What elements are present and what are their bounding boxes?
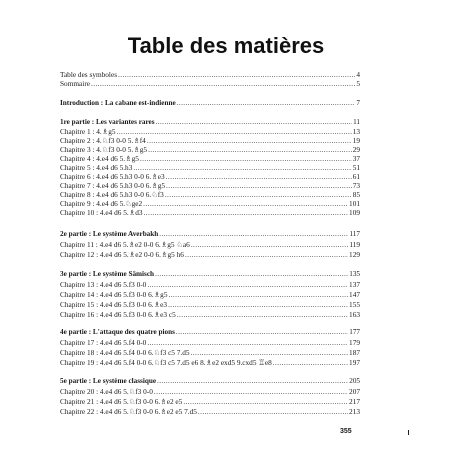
dot-leader xyxy=(159,230,348,239)
toc-entry-page: 61 xyxy=(352,172,360,181)
toc-entry-label: Chapitre 5 : 4.e4 d6 5.h3 xyxy=(60,163,133,172)
toc-entry xyxy=(60,397,360,406)
dot-leader xyxy=(154,387,348,396)
toc-entry-page: 187 xyxy=(349,348,360,357)
dot-leader xyxy=(191,240,349,249)
toc-entry-label: Chapitre 15 : 4.e4 d6 5.f3 0-0 6.♗e3 xyxy=(60,300,168,309)
dot-leader xyxy=(147,338,348,347)
dot-leader xyxy=(118,70,355,79)
toc-entry-label: Chapitre 18 : 4.e4 d6 5.f4 0-0 6.♘f3 c5 7.d5 xyxy=(60,348,190,357)
dot-leader xyxy=(117,127,352,136)
toc-entry-label: Chapitre 13 : 4.e4 d6 5.f3 0-0 xyxy=(60,280,147,289)
toc-entry-page: 37 xyxy=(352,154,360,163)
page-title: Table des matières xyxy=(127,33,325,58)
dot-leader xyxy=(168,290,348,299)
toc-entry-page: 177 xyxy=(349,328,360,336)
toc-entry xyxy=(60,70,360,79)
dot-leader xyxy=(176,328,348,337)
toc-entry-page: 19 xyxy=(352,136,360,145)
toc-entry-page: 147 xyxy=(349,290,360,299)
toc-section-heading xyxy=(60,230,360,239)
dot-leader xyxy=(155,270,348,279)
toc-entry-page: 11 xyxy=(353,118,360,126)
toc-entry-label: Chapitre 10 : 4.e4 d6 5.♗d3 xyxy=(60,208,143,217)
toc-entry-page: 135 xyxy=(349,270,360,278)
toc-entry-page: 205 xyxy=(349,377,360,385)
toc-entry-label: Chapitre 3 : 4.♘f3 0-0 5.♗g5 xyxy=(60,145,148,154)
dot-leader xyxy=(144,208,349,217)
toc-entry xyxy=(60,338,360,347)
toc-entry-page: 207 xyxy=(349,387,360,396)
toc-entry-label: 5e partie : Le système classique xyxy=(60,377,157,385)
dot-leader xyxy=(140,154,352,163)
toc-entry xyxy=(60,127,360,136)
toc-entry-label: 2e partie : Le système Averbakh xyxy=(60,230,159,238)
toc-entry-page: 5 xyxy=(356,79,360,88)
toc-entry-page: 129 xyxy=(349,250,360,259)
toc-entry-page: 119 xyxy=(349,240,360,249)
dot-leader xyxy=(133,163,351,172)
toc-entry-label: Chapitre 12 : 4.e4 d6 5.♗e2 0-0 6.♗g5 h6 xyxy=(60,250,184,259)
toc-entry xyxy=(60,163,360,172)
toc-entry xyxy=(60,79,360,88)
toc-section-heading xyxy=(60,377,360,386)
toc-entry xyxy=(60,407,360,416)
toc-entry xyxy=(60,387,360,396)
toc-entry-label: Chapitre 20 : 4.e4 d6 5.♘f3 0-0 xyxy=(60,387,153,396)
dot-leader xyxy=(147,280,348,289)
dot-leader xyxy=(147,136,352,145)
toc-entry-page: 197 xyxy=(349,358,360,367)
toc-entry xyxy=(60,208,360,217)
toc-entry-label: 3e partie : Le système Sämisch xyxy=(60,270,155,278)
toc-entry-label: 1re partie : Les variantes rares xyxy=(60,118,155,126)
toc-entry-page: 163 xyxy=(349,310,360,319)
toc-entry xyxy=(60,348,360,357)
toc-entry xyxy=(60,280,360,289)
toc-entry-page: 213 xyxy=(349,407,360,416)
toc-entry-page: 13 xyxy=(352,127,360,136)
toc-entry xyxy=(60,190,360,199)
toc-entry-label: Chapitre 8 : 4.e4 d6 5.h3 0-0 6.♘f3 xyxy=(60,190,164,199)
toc-entry-page: 4 xyxy=(356,70,360,79)
dot-leader xyxy=(148,145,352,154)
toc-entry-label: Chapitre 4 : 4.e4 d6 5.♗g5 xyxy=(60,154,139,163)
dot-leader xyxy=(191,348,348,357)
page-number: 355 xyxy=(340,428,352,435)
toc-entry-label: Chapitre 11 : 4.e4 d6 5.♗e2 0-0 6.♗g5 ♘a6 xyxy=(60,240,190,249)
toc-entry-label: Introduction : La cabane est-indienne xyxy=(60,99,176,107)
toc-entry-label: Chapitre 16 : 4.e4 d6 5.f3 0-0 6.♗e3 c5 xyxy=(60,310,176,319)
toc-entry xyxy=(60,290,360,299)
toc-entry-label: Chapitre 2 : 4.♘f3 0-0 5.♗f4 xyxy=(60,136,146,145)
toc-entry-label: Chapitre 7 : 4.e4 d6 5.h3 0-0 6.♗g5 xyxy=(60,181,166,190)
toc-entry-page: 51 xyxy=(352,163,360,172)
dot-leader xyxy=(166,181,352,190)
toc-section-heading xyxy=(60,328,360,337)
toc-entry xyxy=(60,145,360,154)
toc-section-heading xyxy=(60,118,360,127)
dot-leader xyxy=(168,300,348,309)
toc-entry-label: Chapitre 17 : 4.e4 d6 5.f4 0-0 xyxy=(60,338,147,347)
toc-entry xyxy=(60,154,360,163)
dot-leader xyxy=(157,377,348,386)
dot-leader xyxy=(166,172,352,181)
toc-entry xyxy=(60,136,360,145)
dot-leader xyxy=(177,99,356,108)
toc-entry-page: 179 xyxy=(349,338,360,347)
toc-entry-label: Table des symboles xyxy=(60,70,118,79)
toc-entry-page: 101 xyxy=(349,199,360,208)
dot-leader xyxy=(185,250,348,259)
dot-leader xyxy=(183,397,348,406)
toc-entry-page: 73 xyxy=(352,181,360,190)
toc-entry-page: 137 xyxy=(349,280,360,289)
toc-entry-label: Chapitre 6 : 4.e4 d6 5.h3 0-0 6.♗e3 xyxy=(60,172,165,181)
toc-entry-label: 4e partie : L'attaque des quatre pions xyxy=(60,328,175,336)
toc-entry-page: 217 xyxy=(349,397,360,406)
dot-leader xyxy=(273,358,348,367)
toc-entry-label: Chapitre 1 : 4.♗g5 xyxy=(60,127,116,136)
page-edge-mark xyxy=(408,430,409,435)
toc-entry-label: Chapitre 9 : 4.e4 d6 5.♘ge2 xyxy=(60,199,143,208)
toc-entry xyxy=(60,172,360,181)
toc-entry-label: Chapitre 22 : 4.e4 d6 5.♘f3 0-0 6.♗e2 e5 7.d5 xyxy=(60,407,197,416)
dot-leader xyxy=(91,79,355,88)
toc-entry-label: Chapitre 14 : 4.e4 d6 5.f3 0-0 6.♗g5 xyxy=(60,290,168,299)
dot-leader xyxy=(143,199,348,208)
toc-entry xyxy=(60,250,360,259)
toc-entry xyxy=(60,300,360,309)
toc-entry-label: Sommaire xyxy=(60,79,90,88)
toc-entry-page: 155 xyxy=(349,300,360,309)
toc-entry-label: Chapitre 19 : 4.e4 d6 5.f4 0-0 6.♘f3 c5 7.d5 e6 8.♗e2 exd5 9.cxd5 ♖e8 xyxy=(60,358,272,367)
toc-entry-page: 117 xyxy=(349,230,360,238)
toc-entry-label: Chapitre 21 : 4.e4 d6 5.♘f3 0-0 6.♗e2 e5 xyxy=(60,397,183,406)
dot-leader xyxy=(177,310,348,319)
toc-entry-page: 85 xyxy=(352,190,360,199)
toc-entry xyxy=(60,199,360,208)
dot-leader xyxy=(165,190,352,199)
toc-section-heading xyxy=(60,99,360,108)
toc-entry xyxy=(60,358,360,367)
toc-entry-page: 29 xyxy=(352,145,360,154)
toc-entry xyxy=(60,310,360,319)
toc-entry-page: 7 xyxy=(356,99,360,107)
toc-section-heading xyxy=(60,270,360,279)
toc-entry xyxy=(60,240,360,249)
dot-leader xyxy=(198,407,348,416)
toc-entry-page: 109 xyxy=(349,208,360,217)
dot-leader xyxy=(156,118,353,127)
toc-entry xyxy=(60,181,360,190)
